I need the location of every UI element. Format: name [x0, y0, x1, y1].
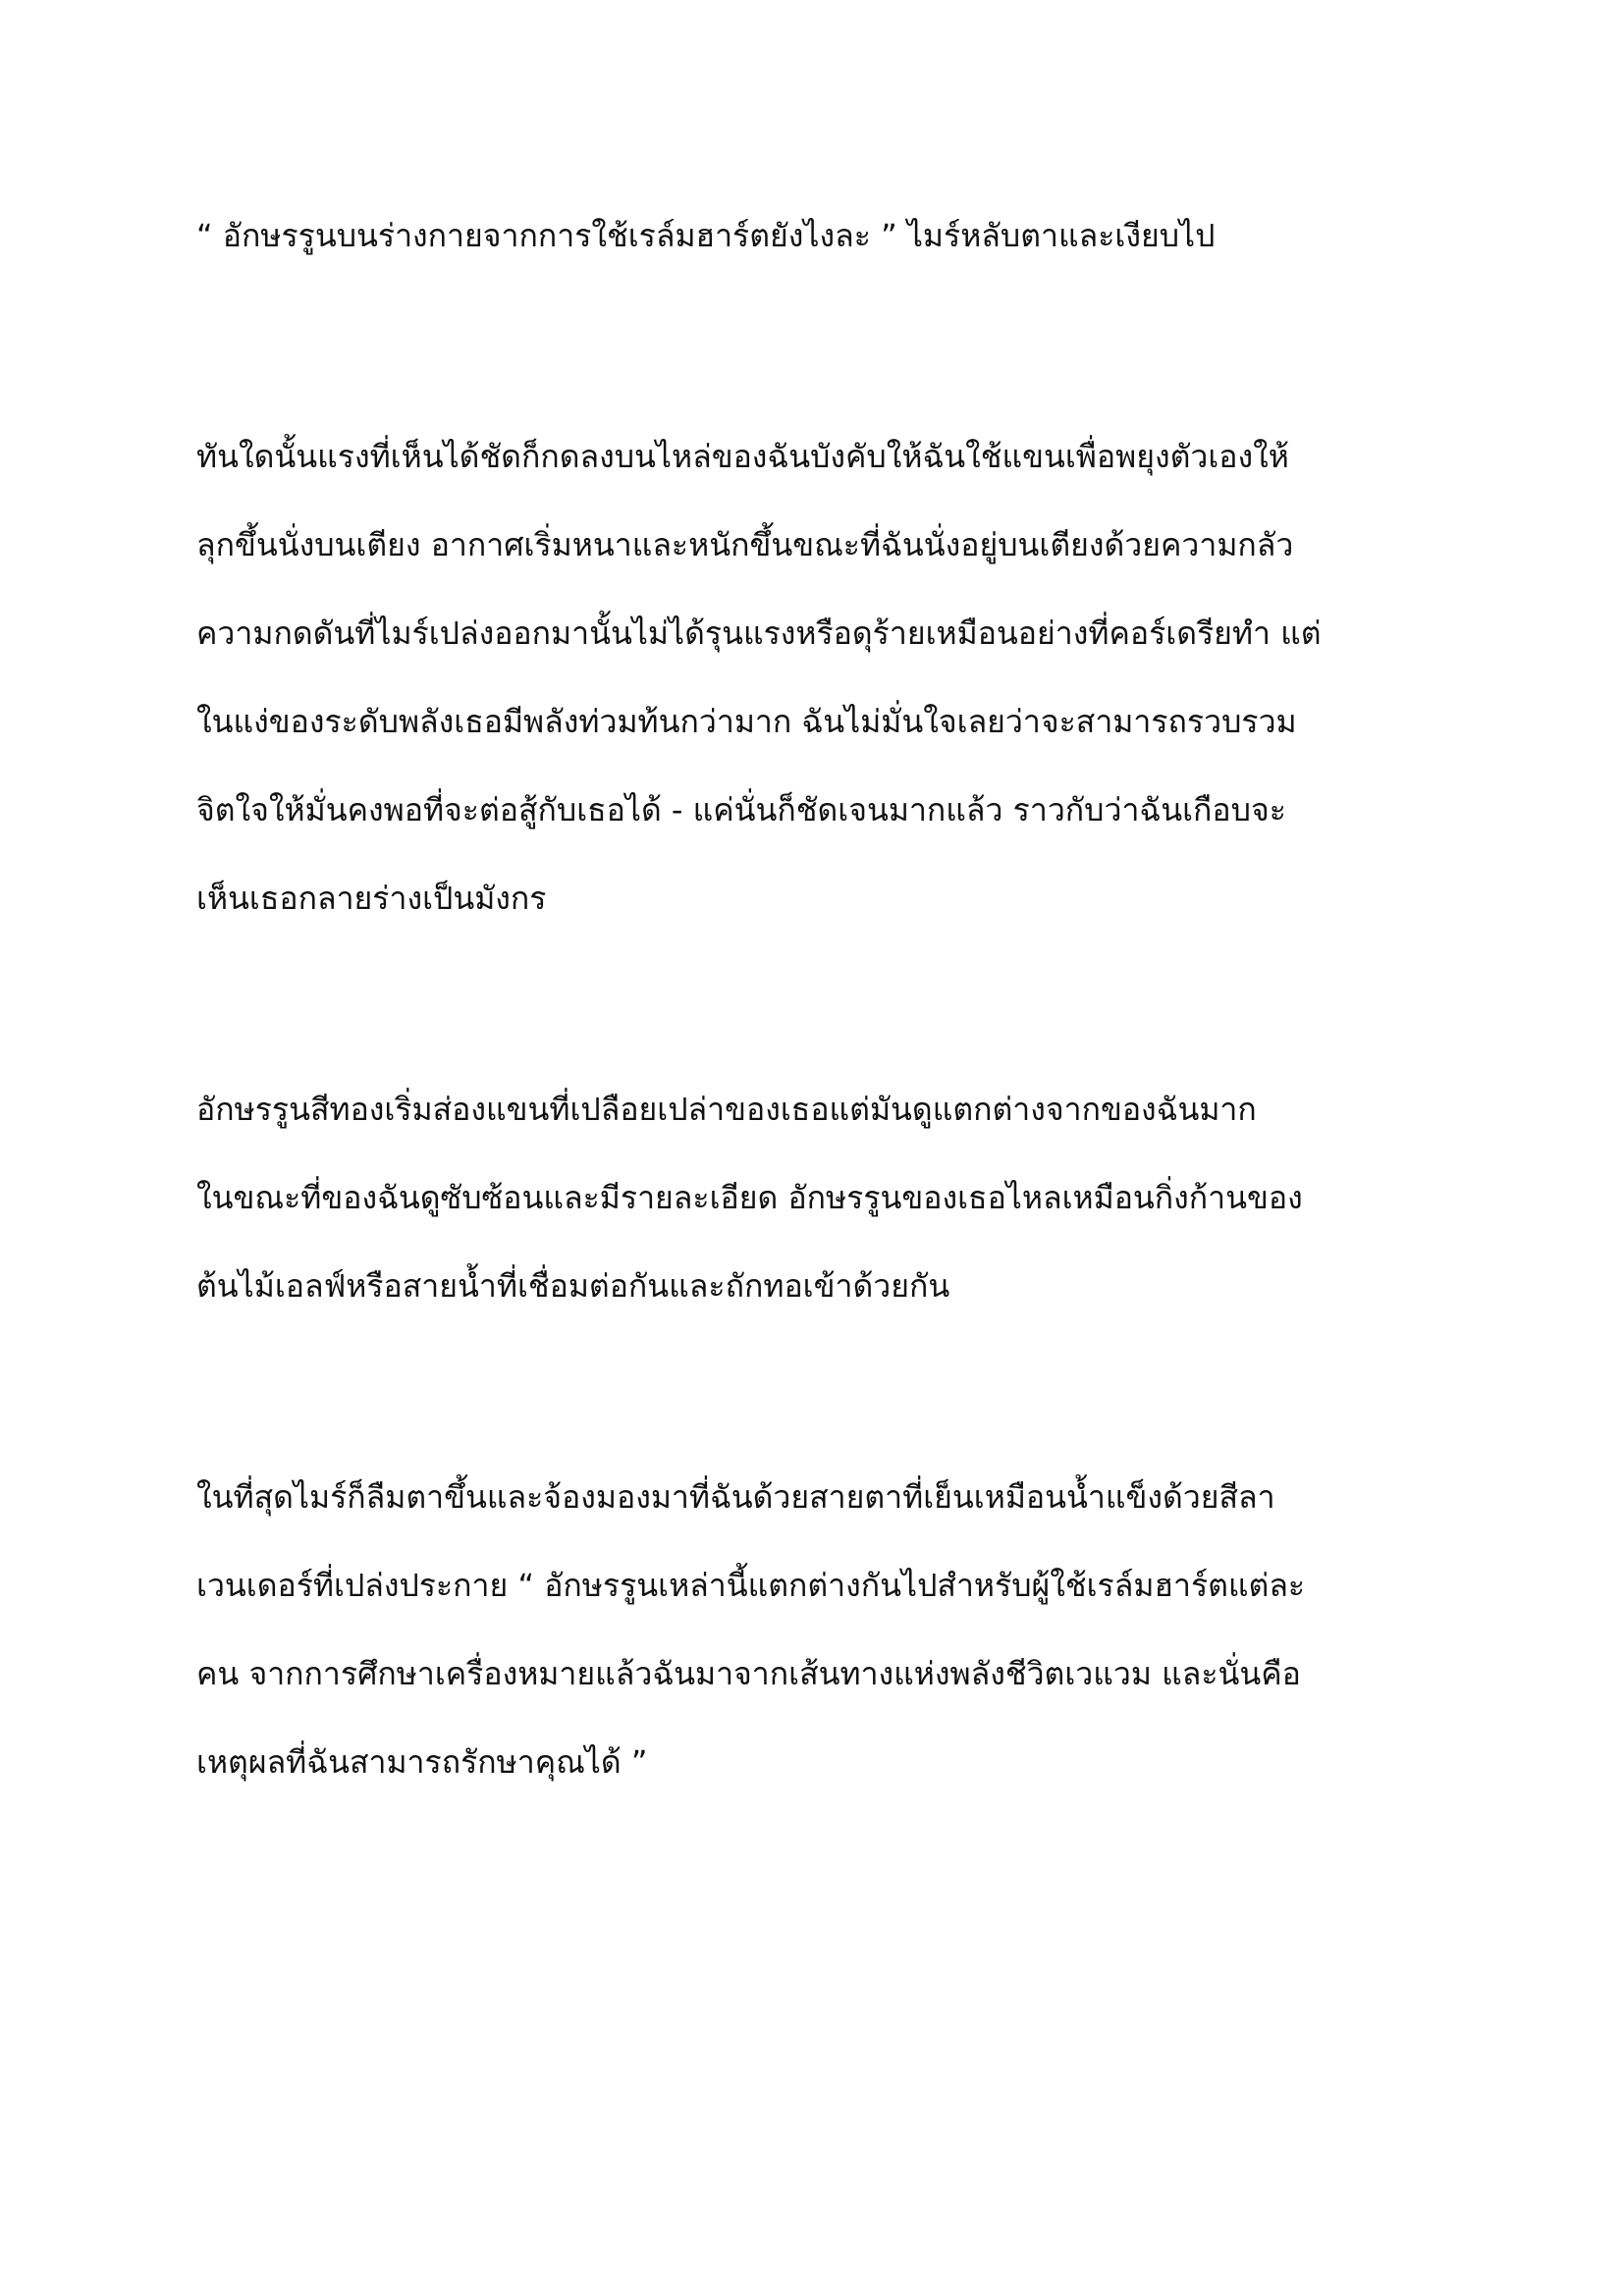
text-line: เวนเดอร์ที่เปล่งประกาย “ อักษรรูนเหล่านี้แตกต่างกันไปสำหรับผู้ใช้เรล์มฮาร์ตแต่ละ: [196, 1567, 1306, 1604]
text-line: ลุกขึ้นนั่งบนเตียง อากาศเริ่มหนาและหนักขึ้นขณะที่ฉันนั่งอยู่บนเตียงด้วยความกลัว: [196, 526, 1294, 563]
text-line: ต้นไม้เอลฟ์หรือสายน้ำที่เชื่อมต่อกันและถักทอเข้าด้วยกัน: [196, 1267, 950, 1305]
text-line: เหตุผลที่ฉันสามารถรักษาคุณได้ ”: [196, 1743, 648, 1781]
text-line: ในแง่ของระดับพลังเธอมีพลังท่วมท้นกว่ามาก ฉันไม่มั่นใจเลยว่าจะสามารถรวบรวม: [196, 703, 1297, 740]
paragraph-4: [196, 1453, 1434, 1806]
text-line: จิตใจให้มั่นคงพอที่จะต่อสู้กับเธอได้ - แค่นั่นก็ชัดเจนมากแล้ว ราวกับว่าฉันเกือบจะ: [196, 791, 1286, 828]
paragraph-1: [196, 191, 1434, 280]
text-line: คน จากการศึกษาเครื่องหมายแล้วฉันมาจากเส้นทางแห่งพลังชีวิตเวแวม และนั่นคือ: [196, 1655, 1301, 1692]
text-line: ทันใดนั้นแรงที่เห็นได้ชัดก็กดลงบนไหล่ของฉันบังคับให้ฉันใช้แขนเพื่อพยุงตัวเองให้: [196, 438, 1289, 475]
text-line: ในขณะที่ของฉันดูซับซ้อนและมีรายละเอียด อักษรรูนของเธอไหลเหมือนกิ่งก้านของ: [196, 1179, 1303, 1216]
paragraph-2: [196, 412, 1434, 942]
text-line: เห็นเธอกลายร่างเป็นมังกร: [196, 880, 547, 917]
text-line: ในที่สุดไมร์ก็ลืมตาขึ้นและจ้องมองมาที่ฉันด้วยสายตาที่เย็นเหมือนน้ำแข็งด้วยสีลา: [196, 1478, 1275, 1516]
text-line: ความกดดันที่ไมร์เปล่งออกมานั้นไม่ได้รุนแรงหรือดุร้ายเหมือนอย่างที่คอร์เดรียทำ แต่: [196, 614, 1322, 652]
paragraph-3: [196, 1065, 1434, 1330]
text-line: อักษรรูนสีทองเริ่มส่องแขนที่เปลือยเปล่าของเธอแต่มันดูแตกต่างจากของฉันมาก: [196, 1091, 1257, 1128]
text-line: “ อักษรรูนบนร่างกายจากการใช้เรล์มฮาร์ตยังไงละ ” ไมร์หลับตาและเงียบไป: [196, 217, 1216, 254]
